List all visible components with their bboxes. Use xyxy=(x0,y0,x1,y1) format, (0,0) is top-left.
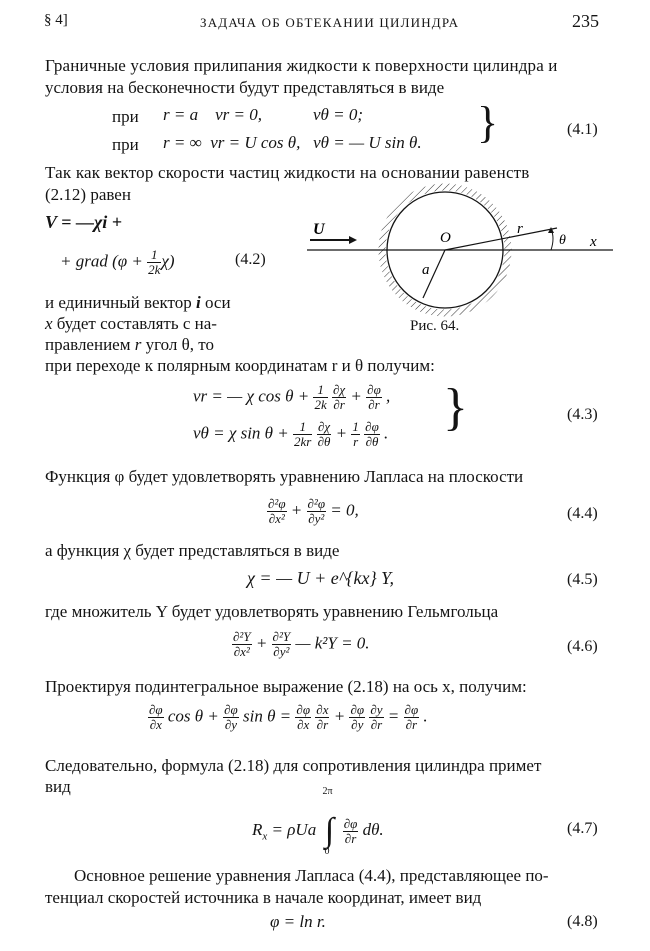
section-number: § 4] xyxy=(44,12,68,28)
eq-4-3-row-2: vθ = χ sin θ + $\frac{1}{2kr}$ $\frac{\partial\chi}{\partial\theta}$ + $\frac{1}{r}$ $\frac{\partial\varphi}{\partial\theta}$ . xyxy=(193,419,389,449)
eq-4-2-grad: + grad (φ + xyxy=(60,251,143,271)
text-line: Так как вектор скорости частиц жидкости на основании равенств xyxy=(45,163,530,182)
text-line: где множитель Y будет удовлетворять уравнению Гельмгольца xyxy=(45,602,499,621)
eq-4-5: χ = — U + e^{kx} Y, xyxy=(247,568,395,588)
right-brace: } xyxy=(443,379,468,436)
right-brace: } xyxy=(477,98,499,147)
eq-4-1-pri-2: при xyxy=(112,135,139,154)
eq-4-2-line-1: V = —χi + xyxy=(45,212,123,232)
projection-equation: $\frac{\partial\varphi}{\partial x}$ cos θ + $\frac{\partial\varphi}{\partial y}$ sin θ = $\frac{\partial\varphi}{\partial x}$ $\frac{\partial x}{\partial r}$ + $\frac{\partial\varphi}{\partial y}$ $\frac{\partial y}{\partial r}$ = $\frac{\partial\varphi}{\partial r}$ . xyxy=(149,702,428,732)
text-line: x будет составлять с на- xyxy=(45,314,217,333)
text-line: а функция χ будет представляться в виде xyxy=(45,541,340,560)
equation-number-4-8: (4.8) xyxy=(567,913,598,930)
text-line: Следовательно, формула (2.18) для сопротивления цилиндра примет xyxy=(45,756,542,775)
text-line: вид xyxy=(45,777,71,796)
label-a: a xyxy=(422,262,430,278)
flow-arrowhead xyxy=(349,236,357,244)
eq-4-6: $\frac{\text{∂²Y}}{\text{∂x²}}$ + $\frac{\text{∂²Y}}{\text{∂y²}}$ — k²Y = 0. xyxy=(233,629,370,659)
text-line: при переходе к полярным координатам r и θ получим: xyxy=(45,356,435,375)
equation-number-4-5: (4.5) xyxy=(567,571,598,588)
eq-4-4: $\frac{\text{∂²φ}}{\text{∂x²}}$ + $\frac{\text{∂²φ}}{\text{∂y²}}$ = 0, xyxy=(268,496,359,526)
page-number: 235 xyxy=(572,11,599,31)
eq-4-8: φ = ln r. xyxy=(270,912,326,931)
label-x: x xyxy=(590,234,597,250)
eq-4-7: $R_x = \rho Ua$ 2π ∫ 0 $\frac{\partial\varphi}{\partial r}$ dθ. xyxy=(252,786,384,857)
eq-4-1-row-2: r = ∞ vr = U cos θ, vθ = — U sin θ. xyxy=(163,133,422,152)
text-line: (2.12) равен xyxy=(45,185,131,204)
equation-number-4-7: (4.7) xyxy=(567,820,598,837)
equation-number-4-4: (4.4) xyxy=(567,505,598,522)
text-line: тенциал скоростей источника в начале координат, имеет вид xyxy=(45,888,482,907)
label-theta: θ xyxy=(559,233,566,248)
equation-number-4-6: (4.6) xyxy=(567,638,598,655)
label-O: O xyxy=(440,230,451,246)
figure-caption: Рис. 64. xyxy=(410,318,460,334)
text-line: Основное решение уравнения Лапласа (4.4), представляющее по- xyxy=(74,866,549,885)
text-line: Граничные условия прилипания жидкости к поверхности цилиндра и xyxy=(45,56,558,75)
label-U: U xyxy=(313,221,325,238)
text-line: условия на бесконечности будут представляться в виде xyxy=(45,78,445,97)
radius-r-line xyxy=(445,228,557,250)
text-line: Проектируя подинтегральное выражение (2.18) на ось x, получим: xyxy=(45,677,527,696)
fraction: $\frac{1}{2k}$ xyxy=(148,247,161,277)
eq-4-2-line-2 xyxy=(60,248,175,277)
eq-4-1-row-1: r = a vr = 0, vθ = 0; xyxy=(163,105,363,124)
equation-number-4-3: (4.3) xyxy=(567,406,598,423)
equation-number-4-2: (4.2) xyxy=(235,251,266,268)
eq-4-1-pri-1: при xyxy=(112,107,139,126)
eq-4-2-chi: χ) xyxy=(161,251,175,271)
text-line: правлением r угол θ, то xyxy=(45,335,215,354)
equation-number-4-1: (4.1) xyxy=(567,121,598,138)
text-line: и единичный вектор i оси xyxy=(45,293,231,312)
cylinder-figure xyxy=(285,178,620,328)
label-r: r xyxy=(517,221,523,237)
running-title: ЗАДАЧА ОБ ОБТЕКАНИИ ЦИЛИНДРА xyxy=(200,15,460,30)
eq-4-3-row-1: vr = — χ cos θ + $\frac{1}{2k}$ $\frac{\partial\chi}{\partial r}$ + $\frac{\partial\varphi}{\partial r}$ , xyxy=(193,382,391,412)
text-line: Функция φ будет удовлетворять уравнению Лапласа на плоскости xyxy=(45,467,524,486)
